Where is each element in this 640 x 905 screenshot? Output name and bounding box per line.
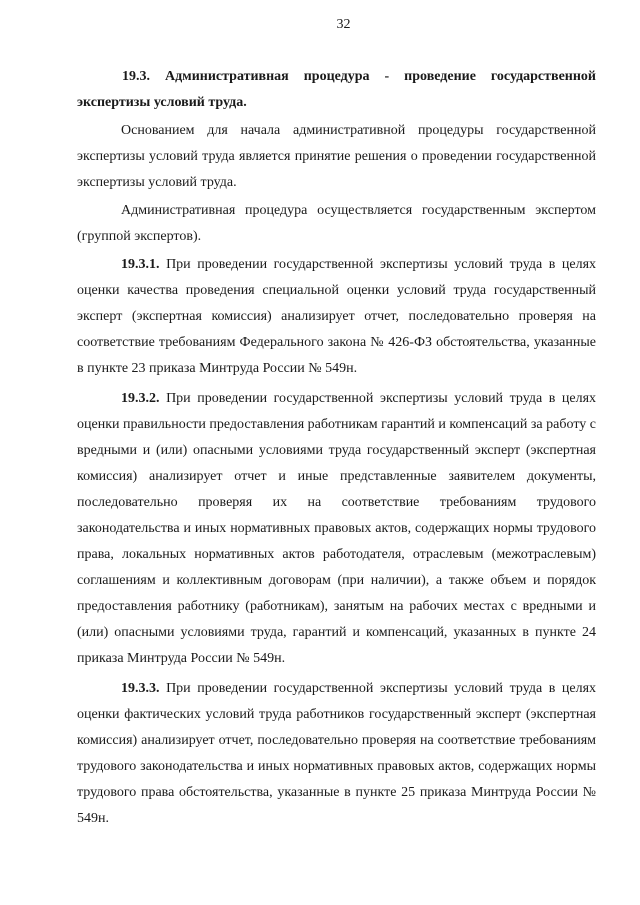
subsection-number: 19.3.2.: [121, 391, 160, 406]
page-number: 32: [336, 17, 351, 32]
paragraph-basis: Основанием для начала административной процедуры государственной экспертизы условий труда является принятие решения о проведении государственной экспертизы условий труда.: [77, 123, 596, 190]
subsection-text: При проведении государственной экспертизы условий труда в целях оценки фактических условий труда работников государственный эксперт (экспертная комиссия) анализирует отчет, последовательно проверяя на соответствие требованиям трудового законодательства и иных нормативных правовых актов, содержащих нормы трудового права обстоятельства, указанные в пункте 25 приказа Минтруда России № 549н.: [77, 681, 597, 826]
subsection-19-3-3: [77, 676, 596, 832]
subsection-number: 19.3.1.: [121, 257, 160, 272]
subsection-19-3-1: [77, 252, 596, 382]
subsection-text: При проведении государственной экспертизы условий труда в целях оценки качества проведения специальной оценки условий труда государственный эксперт (экспертная комиссия) анализирует отчет, последовательно проверяя на соответствие требованиям Федерального закона № 426-ФЗ обстоятельства, указанные в пункте 23 приказа Минтруда России № 549н.: [77, 257, 597, 376]
section-heading: 19.3. Административная процедура - проведение государственной экспертизы условий труда.: [77, 69, 596, 110]
subsection-19-3-2: [77, 386, 596, 672]
paragraph-executor: Административная процедура осуществляется государственным экспертом (группой экспертов).: [77, 203, 596, 244]
subsection-text: При проведении государственной экспертизы условий труда в целях оценки правильности предоставления работникам гарантий и компенсаций за работу с вредными и (или) опасными условиями труда государственный эксперт (экспертная комиссия) анализирует отчет и иные представленные заявителем документы, последовательно проверяя их на соответствие требованиям трудового законодательства и иных нормативных правовых актов, содержащих нормы трудового права, локальных нормативных актов работодателя, отраслевым (межотраслевым) соглашениям и коллективным договорам (при наличии), а также объем и порядок предоставления работнику (работникам), занятым на рабочих местах с вредными и (или) опасными условиями труда, гарантий и компенсаций, указанных в пункте 24 приказа Минтруда России № 549н.: [77, 391, 597, 666]
subsection-number: 19.3.3.: [121, 681, 160, 696]
